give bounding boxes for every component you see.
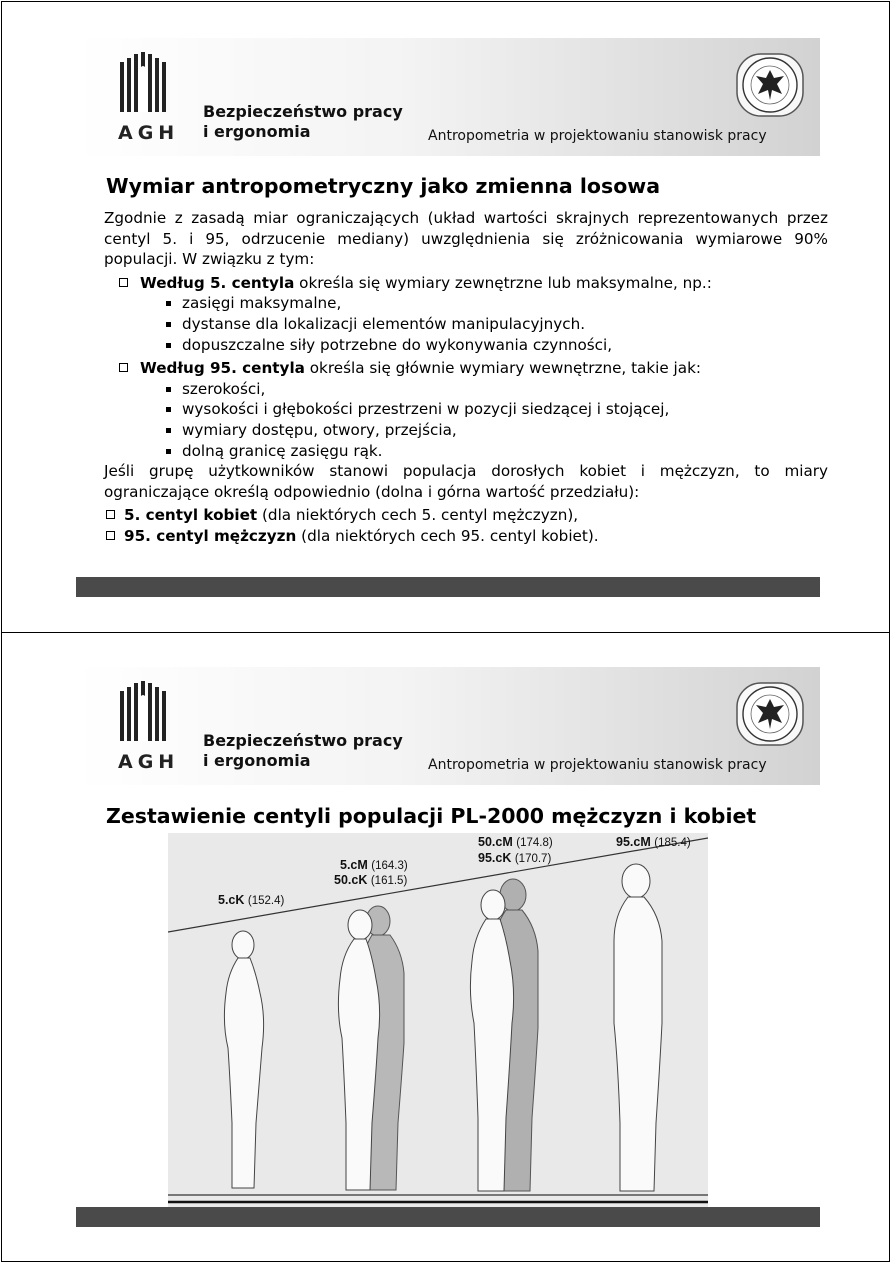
slide-1-content xyxy=(104,208,828,547)
agh-logo-icon xyxy=(118,681,172,743)
limit-men-text: (dla niektórych cech 95. centyl kobiet). xyxy=(296,526,599,545)
list-item: dopuszczalne siły potrzebne do wykonywania czynności, xyxy=(162,335,828,356)
list-item: wysokości i głębokości przestrzeni w pozycji siedzącej i stojącej, xyxy=(162,399,828,420)
course-line-1: Bezpieczeństwo pracy xyxy=(203,731,403,750)
header-banner xyxy=(76,38,820,156)
faculty-seal-icon xyxy=(734,48,806,120)
limit-list xyxy=(104,505,828,546)
limit-men-label: 95. centyl mężczyzn xyxy=(124,526,297,545)
agh-logo-text: AGH xyxy=(118,122,180,144)
group-95-label: Według 95. centyla xyxy=(140,359,305,378)
list-item: szerokości, xyxy=(162,379,828,400)
course-name xyxy=(203,731,403,771)
list-item: dystanse dla lokalizacji elementów manipulacyjnych. xyxy=(162,314,828,335)
label-5ck: 5.cK (152.4) xyxy=(218,893,285,907)
centile-silhouettes-illustration xyxy=(168,833,708,1208)
header-banner xyxy=(76,667,820,785)
limit-women-text: (dla niektórych cech 5. centyl mężczyzn), xyxy=(257,506,579,525)
label-5cm: 5.cM (164.3) xyxy=(340,858,408,872)
course-line-1: Bezpieczeństwo pracy xyxy=(203,102,403,121)
figure-95cm xyxy=(614,864,662,1191)
faculty-seal-icon xyxy=(734,677,806,749)
agh-logo-icon xyxy=(118,52,172,114)
limit-item-women xyxy=(104,505,828,526)
list-item: wymiary dostępu, otwory, przejścia, xyxy=(162,420,828,441)
label-95cm: 95.cM (185.4) xyxy=(616,835,691,849)
label-95ck: 95.cK (170.7) xyxy=(478,851,552,865)
course-name xyxy=(203,102,403,142)
label-50ck: 50.cK (161.5) xyxy=(334,873,408,887)
agh-logo-text: AGH xyxy=(118,751,180,773)
group-95-text: określa się głównie wymiary wewnętrzne, takie jak: xyxy=(304,359,701,378)
course-line-2: i ergonomia xyxy=(203,122,311,141)
group-95-items xyxy=(140,379,828,461)
slide-2 xyxy=(1,632,890,1262)
group-5-label: Według 5. centyla xyxy=(140,273,295,292)
figure-5ck xyxy=(224,931,263,1188)
course-line-2: i ergonomia xyxy=(203,751,311,770)
limit-women-label: 5. centyl kobiet xyxy=(124,506,258,525)
label-50cm: 50.cM (174.8) xyxy=(478,835,553,849)
list-item: zasięgi maksymalne, xyxy=(162,293,828,314)
group-95-centile xyxy=(116,358,828,461)
population-paragraph: Jeśli grupę użytkowników stanowi populacja dorosłych kobiet i mężczyzn, to miary ograniczające określą odpowiednio (dolna i górna wartość przedziału): xyxy=(104,462,828,501)
footer-bar xyxy=(76,577,820,597)
footer-bar xyxy=(76,1207,820,1227)
limit-item-men xyxy=(104,526,828,547)
group-5-centile xyxy=(116,273,828,355)
header-subtitle: Antropometria w projektowaniu stanowisk pracy xyxy=(428,757,767,773)
slide-1 xyxy=(1,1,890,633)
slide-1-title: Wymiar antropometryczny jako zmienna losowa xyxy=(106,174,661,198)
group-5-text: określa się wymiary zewnętrzne lub maksymalne, np.: xyxy=(294,273,712,292)
group-5-items xyxy=(140,293,828,355)
centile-groups xyxy=(104,273,828,461)
slide-2-title: Zestawienie centyli populacji PL-2000 mężczyzn i kobiet xyxy=(106,804,757,828)
list-item: dolną granicę zasięgu rąk. xyxy=(162,441,828,462)
intro-paragraph: Zgodnie z zasadą miar ograniczających (układ wartości skrajnych reprezentowanych przez centyl 5. i 95, odrzucenie mediany) uwzględnienia się zróżnicowania wymiarowe 90% populacji. W związku z tym: xyxy=(104,209,828,269)
centile-figure xyxy=(168,833,708,1208)
header-subtitle: Antropometria w projektowaniu stanowisk pracy xyxy=(428,128,767,144)
